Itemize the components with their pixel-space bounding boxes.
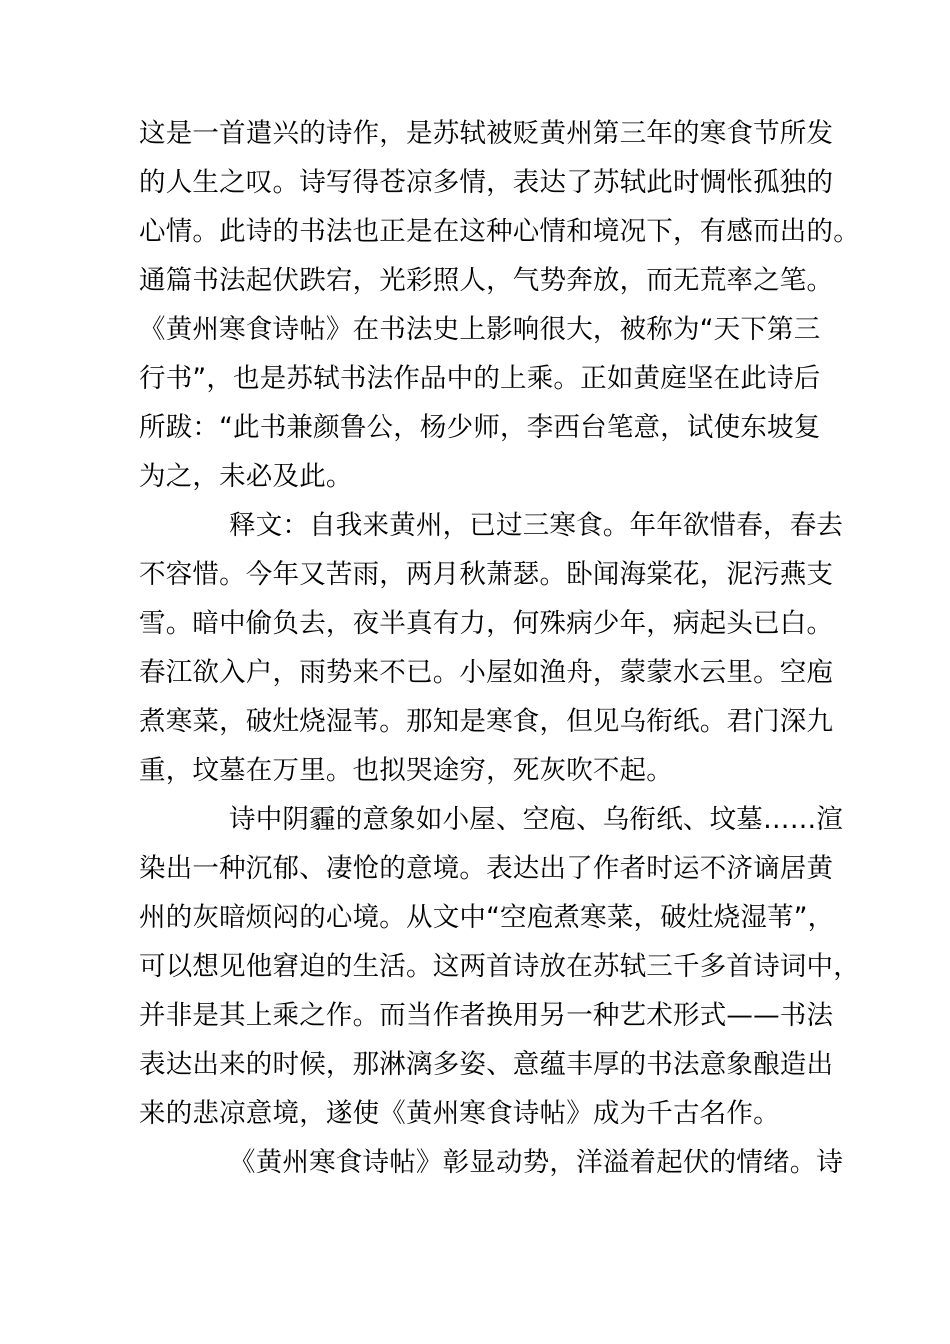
text-line: 《黄州寒食诗帖》彰显动势，洋溢着起伏的情绪。诗 <box>229 1147 844 1178</box>
text-line: 心情。此诗的书法也正是在这种心情和境况下，有感而出的。 <box>139 216 860 247</box>
text-line: 州的灰暗烦闷的心境。从文中“空庖煮寒菜，破灶烧湿苇”， <box>139 902 835 933</box>
text-line: 春江欲入户，雨势来不已。小屋如渔舟，蒙蒙水云里。空庖 <box>139 657 834 688</box>
text-line: 所跋：“此书兼颜鲁公，杨少师，李西台笔意，试使东坡复 <box>139 412 821 443</box>
text-line: 染出一种沉郁、凄怆的意境。表达出了作者时运不济谪居黄 <box>139 853 834 884</box>
body-text <box>139 109 860 1187</box>
text-line: 来的悲凉意境，遂使《黄州寒食诗帖》成为千古名作。 <box>139 1098 780 1129</box>
text-line: 的人生之叹。诗写得苍凉多情，表达了苏轼此时惆怅孤独的 <box>139 167 834 198</box>
text-line: 行书”，也是苏轼书法作品中的上乘。正如黄庭坚在此诗后 <box>139 363 821 394</box>
text-line: 诗中阴霾的意象如小屋、空庖、乌衔纸、坟墓……渲 <box>229 804 844 835</box>
text-line: 雪。暗中偷负去，夜半真有力，何殊病少年，病起头已白。 <box>139 608 834 639</box>
text-line: 重，坟墓在万里。也拟哭途穷，死灰吹不起。 <box>139 755 673 786</box>
text-line: 这是一首遣兴的诗作，是苏轼被贬黄州第三年的寒食节所发 <box>139 118 834 149</box>
text-line: 为之，未必及此。 <box>139 461 353 492</box>
text-line: 并非是其上乘之作。而当作者换用另一种艺术形式——书法 <box>139 1000 834 1031</box>
text-line: 通篇书法起伏跌宕，光彩照人，气势奔放，而无荒率之笔。 <box>139 265 834 296</box>
text-line: 可以想见他窘迫的生活。这两首诗放在苏轼三千多首诗词中， <box>139 951 860 982</box>
text-line: 不容惜。今年又苦雨，两月秋萧瑟。卧闻海棠花，泥污燕支 <box>139 559 834 590</box>
text-line: 煮寒菜，破灶烧湿苇。那知是寒食，但见乌衔纸。君门深九 <box>139 706 834 737</box>
text-line: 释文：自我来黄州，已过三寒食。年年欲惜春，春去 <box>229 510 844 541</box>
text-line: 表达出来的时候，那淋漓多姿、意蕴丰厚的书法意象酿造出 <box>139 1049 834 1080</box>
text-line: 《黄州寒食诗帖》在书法史上影响很大，被称为“天下第三 <box>139 314 821 345</box>
